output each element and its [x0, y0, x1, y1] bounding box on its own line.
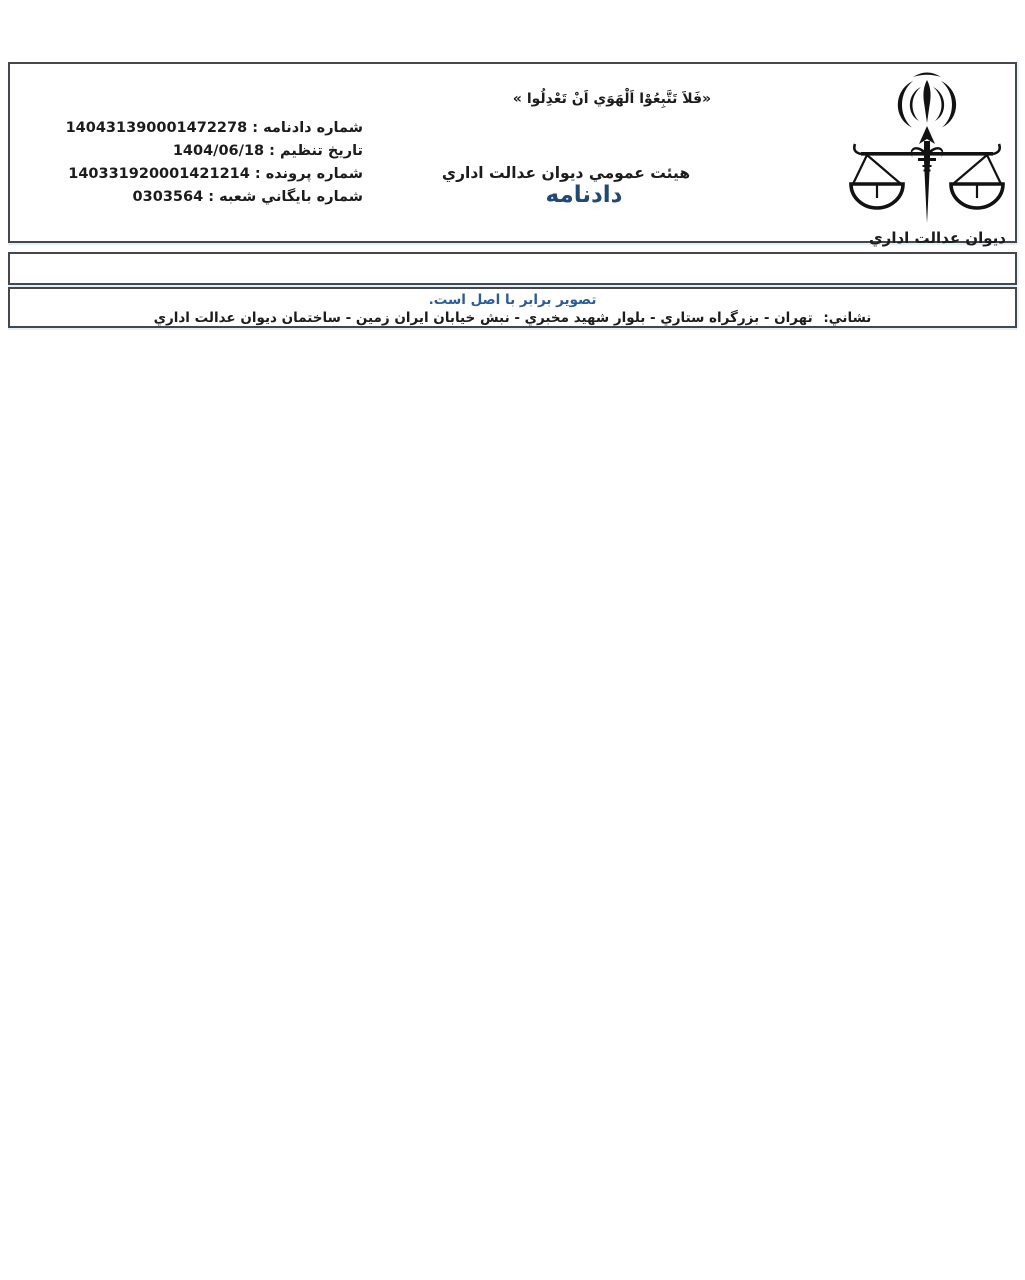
case-number-block — [66, 117, 363, 209]
address-text: تهران - بزرگراه ستاري - بلوار شهيد مخبري - نبش خيابان ايران زمين - ساختمان ديوان عدالت اداري — [153, 310, 813, 326]
case-number-label: شماره پرونده — [265, 166, 363, 182]
issue-date-value: 1404/06/18 — [172, 143, 265, 159]
quran-quote: «فَلاَ تَتَّبِعُوْا اَلْهَوَي اَنْ تَعْدِلُوا » — [512, 91, 712, 107]
issue-date-label: تاريخ تنظيم — [280, 143, 363, 159]
case-number-row — [66, 163, 363, 186]
judgment-number-label: شماره دادنامه — [263, 120, 363, 136]
court-name-caption: ديوان عدالت اداري — [868, 229, 1006, 247]
separator: : — [247, 120, 264, 136]
certification-address-box — [8, 287, 1017, 328]
court-address — [10, 310, 1015, 326]
judgment-header-box — [8, 62, 1017, 247]
court-logo — [842, 68, 1012, 247]
iran-emblem-justice-scales-icon — [847, 68, 1007, 226]
separator: : — [203, 189, 220, 205]
address-label: نشاني: — [823, 310, 872, 326]
empty-row-box — [8, 252, 1017, 285]
branch-archive-number-row — [66, 186, 363, 209]
certified-copy-note: تصوير برابر با اصل است. — [428, 292, 597, 308]
judgment-number-row — [66, 117, 363, 140]
branch-archive-label: شماره بايگاني شعبه — [219, 189, 363, 205]
document-type-title: دادنامه — [545, 182, 623, 208]
general-assembly-title: هيئت عمومي ديوان عدالت اداري — [441, 164, 691, 182]
case-number-value: 140331920001421214 — [68, 166, 250, 182]
separator: : — [249, 166, 266, 182]
issue-date-row — [66, 140, 363, 163]
judgment-number-value: 140431390001472278 — [65, 120, 248, 136]
branch-archive-value: 0303564 — [132, 189, 204, 205]
separator: : — [264, 143, 281, 159]
